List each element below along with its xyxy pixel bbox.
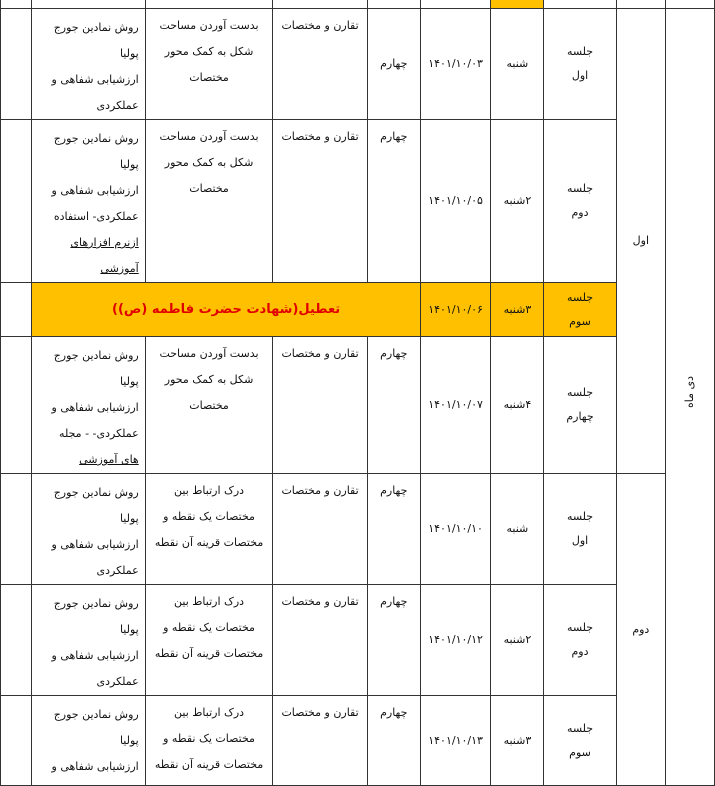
session-cell: جلسه دوم xyxy=(544,585,616,696)
header-strip-row xyxy=(1,0,715,9)
date-cell: ۱۴۰۱/۱۰/۰۶ xyxy=(420,283,491,337)
week-cell: اول xyxy=(616,9,665,474)
table-row xyxy=(1,474,715,585)
week-cell: دوم xyxy=(616,474,665,786)
table-row xyxy=(1,337,715,474)
day-cell: شنبه xyxy=(491,474,544,585)
session-cell: جلسه اول xyxy=(544,9,616,120)
table-row xyxy=(1,696,715,786)
spacer-cell xyxy=(1,696,32,786)
method-cell: روش نمادین جورج پولیا ارزشیابی شفاهی و عملکردی xyxy=(32,9,145,120)
date-cell: ۱۴۰۱/۱۰/۱۲ xyxy=(420,585,491,696)
goal-cell: بدست آوردن مساحت شکل به کمک محور مختصات xyxy=(145,337,273,474)
topic-cell: تقارن و مختصات xyxy=(273,120,367,283)
goal-cell: درک ارتباط بین مختصات یک نقطه و مختصات قرینه آن نقطه xyxy=(145,696,273,786)
grade-cell: چهارم xyxy=(367,696,420,786)
spacer-cell xyxy=(1,120,32,283)
date-cell: ۱۴۰۱/۱۰/۰۷ xyxy=(420,337,491,474)
goal-cell: درک ارتباط بین مختصات یک نقطه و مختصات قرینه آن نقطه xyxy=(145,474,273,585)
session-cell: جلسه سوم xyxy=(544,696,616,786)
topic-cell: تقارن و مختصات xyxy=(273,585,367,696)
day-cell: ۳شنبه xyxy=(491,696,544,786)
goal-cell: درک ارتباط بین مختصات یک نقطه و مختصات قرینه آن نقطه xyxy=(145,585,273,696)
spacer-cell xyxy=(1,337,32,474)
goal-cell: بدست آوردن مساحت شکل به کمک محور مختصات xyxy=(145,120,273,283)
date-cell: ۱۴۰۱/۱۰/۱۳ xyxy=(420,696,491,786)
method-cell: روش نمادین جورج پولیا ارزشیابی شفاهی و عملکردی xyxy=(32,585,145,696)
grade-cell: چهارم xyxy=(367,585,420,696)
table-row xyxy=(1,120,715,283)
grade-cell: چهارم xyxy=(367,9,420,120)
session-cell: جلسه دوم xyxy=(544,120,616,283)
topic-cell: تقارن و مختصات xyxy=(273,9,367,120)
day-cell: ۴شنبه xyxy=(491,337,544,474)
holiday-label: تعطیل(شهادت حضرت فاطمه (ص)) xyxy=(32,283,420,337)
spacer-cell xyxy=(1,585,32,696)
goal-cell: بدست آوردن مساحت شکل به کمک محور مختصات xyxy=(145,9,273,120)
spacer-cell xyxy=(1,283,32,337)
grade-cell: چهارم xyxy=(367,474,420,585)
table-row-holiday xyxy=(1,283,715,337)
table-row xyxy=(1,9,715,120)
session-cell: جلسه سوم xyxy=(544,283,616,337)
topic-cell: تقارن و مختصات xyxy=(273,474,367,585)
table-row xyxy=(1,585,715,696)
session-cell: جلسه اول xyxy=(544,474,616,585)
method-cell: روش نمادین جورج پولیا ارزشیابی شفاهی و عملکردی- - مجله های آموزشی xyxy=(32,337,145,474)
grade-cell: چهارم xyxy=(367,120,420,283)
day-cell: ۲شنبه xyxy=(491,120,544,283)
spacer-cell xyxy=(1,9,32,120)
topic-cell: تقارن و مختصات xyxy=(273,696,367,786)
topic-cell: تقارن و مختصات xyxy=(273,337,367,474)
day-cell: ۳شنبه xyxy=(491,283,544,337)
date-cell: ۱۴۰۱/۱۰/۱۰ xyxy=(420,474,491,585)
month-cell: دی ماه xyxy=(666,9,715,786)
day-cell: شنبه xyxy=(491,9,544,120)
method-cell: روش نمادین جورج پولیا ارزشیابی شفاهی و عملکردی- استفاده ازنرم افزارهای آموزشی xyxy=(32,120,145,283)
session-cell: جلسه چهارم xyxy=(544,337,616,474)
date-cell: ۱۴۰۱/۱۰/۰۳ xyxy=(420,9,491,120)
date-cell: ۱۴۰۱/۱۰/۰۵ xyxy=(420,120,491,283)
method-cell: روش نمادین جورج پولیا ارزشیابی شفاهی و xyxy=(32,696,145,786)
grade-cell: چهارم xyxy=(367,337,420,474)
spacer-cell xyxy=(1,474,32,585)
method-cell: روش نمادین جورج پولیا ارزشیابی شفاهی و عملکردی xyxy=(32,474,145,585)
day-cell: ۲شنبه xyxy=(491,585,544,696)
